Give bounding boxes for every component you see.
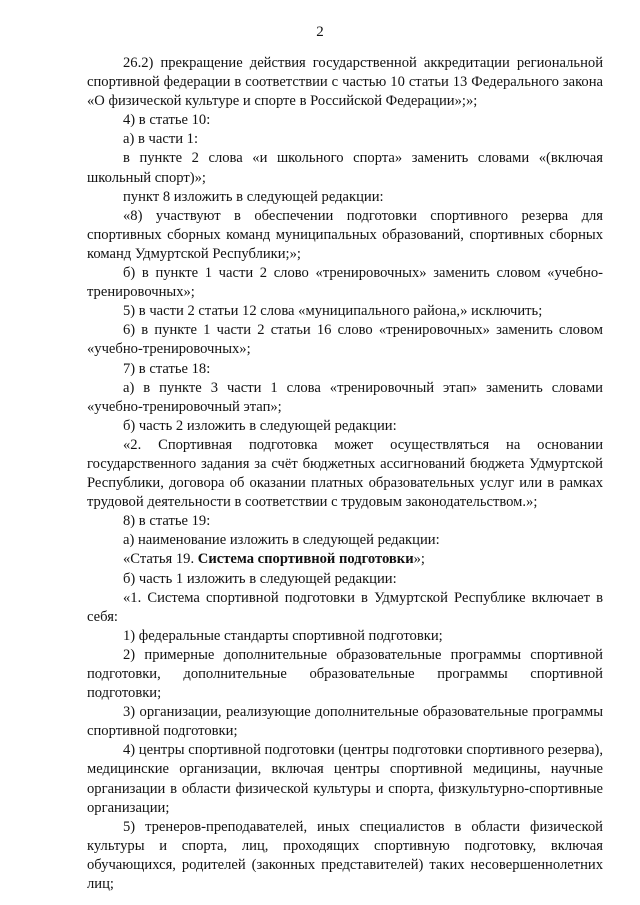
paragraph-item-4b: б) в пункте 1 части 2 слово «тренировочных» заменить словом «учебно-тренировочных»; — [87, 265, 603, 301]
article-19-title: Система спортивной подготовки — [197, 551, 414, 568]
paragraph-point-8-text: «8) участвуют в обеспечении подготовки спортивного резерва для спортивных сборных команд муниципальных образований, спортивных сборных команд Удмуртской Республики;»; — [87, 207, 603, 262]
paragraph-item-5: 5) в части 2 статьи 12 слова «муниципального района,» исключить; — [123, 303, 543, 320]
paragraph-part-2-text: «2. Спортивная подготовка может осуществляться на основании государственного задания за счёт бюджетных ассигнований бюджета Удмуртской Республики, договора об оказании платных образовательных услуг или в рамках трудовой деятельности в соответствии с трудовым законодательством.»; — [87, 436, 603, 511]
article-19-suffix: »; — [413, 551, 425, 568]
paragraph-item-4: 4) в статье 10: — [123, 112, 211, 129]
paragraph-point-8-intro: пункт 8 изложить в следующей редакции: — [123, 188, 384, 205]
article-19-prefix: «Статья 19. — [123, 551, 198, 568]
paragraph-item-7b: б) часть 2 изложить в следующей редакции: — [123, 417, 397, 434]
article-19-heading — [87, 550, 603, 569]
paragraph-item-8a: а) наименование изложить в следующей редакции: — [123, 532, 440, 549]
document-body — [87, 54, 603, 894]
paragraph-26-2: 26.2) прекращение действия государственной аккредитации региональной спортивной федерации в соответствии с частью 10 статьи 13 Федерального закона «О физической культуре и спорте в Российской Федерации»;»; — [87, 55, 603, 110]
paragraph-item-8b: б) часть 1 изложить в следующей редакции: — [123, 570, 397, 587]
paragraph-system-intro: «1. Система спортивной подготовки в Удмуртской Республике включает в себя: — [87, 589, 603, 625]
list-item-3: 3) организации, реализующие дополнительные образовательные программы спортивной подготовки; — [87, 704, 603, 740]
list-item-1: 1) федеральные стандарты спортивной подготовки; — [123, 627, 443, 644]
paragraph-item-8: 8) в статье 19: — [123, 513, 211, 530]
list-item-2: 2) примерные дополнительные образовательные программы спортивной подготовки, дополнительные образовательные программы спортивной подготовки; — [87, 646, 603, 702]
paragraph-point-2-amendment: в пункте 2 слова «и школьного спорта» заменить словами «(включая школьный спорт)»; — [87, 150, 603, 186]
list-item-5: 5) тренеров-преподавателей, иных специалистов в области физической культуры и спорта, лиц, проходящих спортивную подготовку, включая обучающихся, родителей (законных представителей) таких несовершеннолетних лиц; — [87, 818, 603, 893]
paragraph-item-7a: а) в пункте 3 части 1 слова «тренировочный этап» заменить словами «учебно-тренировочный этап»; — [87, 379, 603, 415]
page-number: 2 — [316, 24, 324, 40]
paragraph-item-6: 6) в пункте 1 части 2 статьи 16 слово «тренировочных» заменить словом «учебно-тренировочных»; — [87, 322, 603, 358]
paragraph-item-4a: а) в части 1: — [123, 131, 199, 148]
list-item-4: 4) центры спортивной подготовки (центры подготовки спортивного резерва), медицинские организации, включая центры спортивной медицины, научные организации в области физической культуры и спорта, физкультурно-спортивные организации; — [87, 742, 603, 816]
paragraph-item-7: 7) в статье 18: — [123, 360, 211, 377]
